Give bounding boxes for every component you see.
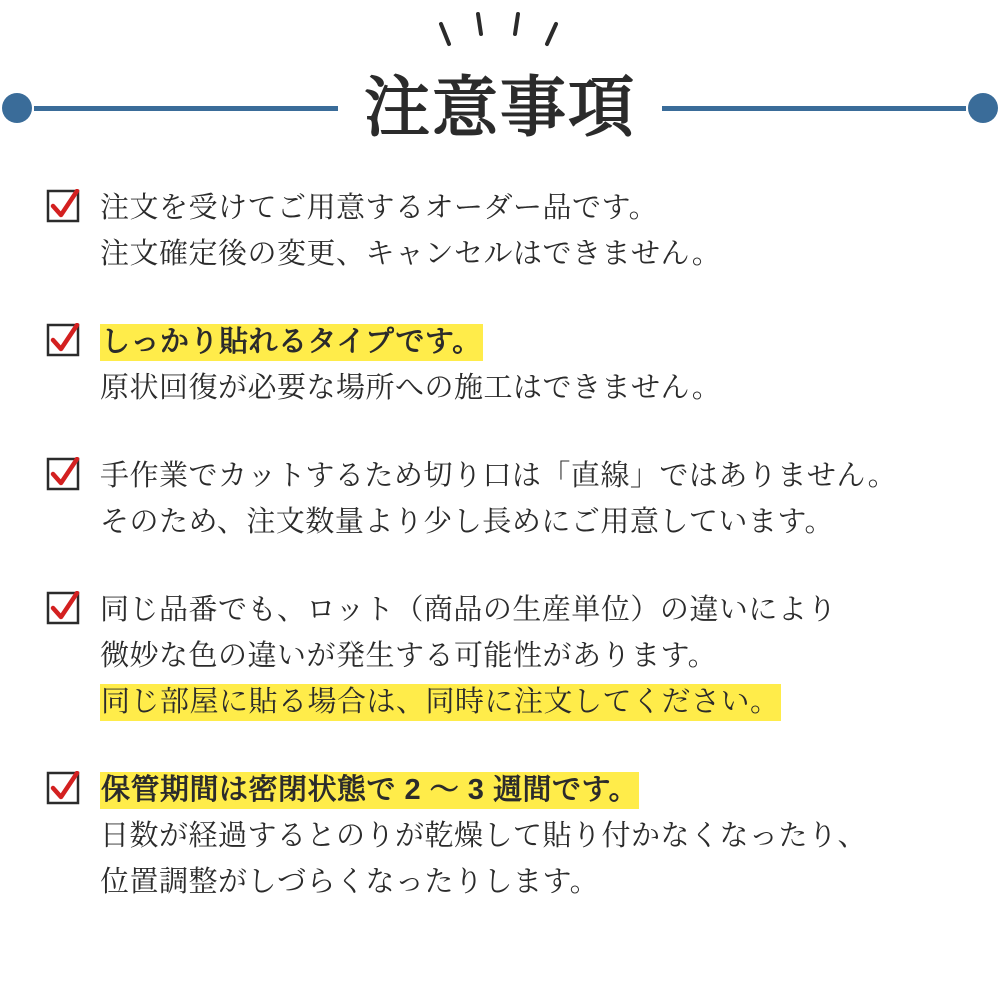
notice-line: 注文を受けてご用意するオーダー品です。 — [100, 192, 659, 224]
notice-line: 手作業でカットするため切り口は「直線」ではありません。 — [100, 460, 898, 492]
page-title: 注意事項 — [364, 69, 636, 146]
notice-item — [46, 319, 970, 411]
notice-line: 注文確定後の変更、キャンセルはできません。 — [100, 238, 722, 270]
notice-item-text — [100, 185, 970, 277]
notice-item — [46, 587, 970, 725]
highlighted-text: 保管期間は密閉状態で 2 〜 3 週間です。 — [100, 772, 639, 809]
notice-item-text — [100, 767, 970, 905]
notice-list — [46, 185, 970, 947]
notice-item-text — [100, 453, 970, 545]
highlighted-text: 同じ部屋に貼る場合は、同時に注文してください。 — [100, 684, 781, 721]
rule-line-right — [662, 106, 966, 111]
notice-item — [46, 453, 970, 545]
notice-line: 位置調整がしづらくなったりします。 — [100, 866, 600, 898]
checkbox-checked-icon — [46, 457, 80, 491]
notice-line: 日数が経過するとのりが乾燥して貼り付かなくなったり、 — [100, 820, 868, 852]
notice-line — [100, 679, 970, 725]
notice-line: 同じ品番でも、ロット（商品の生産単位）の違いにより — [100, 594, 837, 626]
notice-item-text — [100, 319, 970, 411]
checkbox-checked-icon — [46, 591, 80, 625]
notice-item — [46, 185, 970, 277]
notice-line — [100, 767, 970, 813]
checkbox-checked-icon — [46, 323, 80, 357]
checkbox-checked-icon — [46, 771, 80, 805]
notice-line: 微妙な色の違いが発生する可能性があります。 — [100, 640, 718, 672]
highlighted-text: しっかり貼れるタイプです。 — [100, 324, 483, 361]
notice-item-text — [100, 587, 970, 725]
sparkle-lines-icon — [0, 8, 1000, 60]
page-header — [0, 0, 1000, 175]
checkbox-checked-icon — [46, 189, 80, 223]
rule-line-left — [34, 106, 338, 111]
decorative-dot-right — [968, 93, 998, 123]
notice-line: 原状回復が必要な場所への施工はできません。 — [100, 372, 722, 404]
notice-line: そのため、注文数量より少し長めにご用意しています。 — [100, 506, 835, 538]
decorative-dot-left — [2, 93, 32, 123]
title-rule-row — [0, 60, 1000, 156]
notice-line — [100, 319, 970, 365]
notice-item — [46, 767, 970, 905]
